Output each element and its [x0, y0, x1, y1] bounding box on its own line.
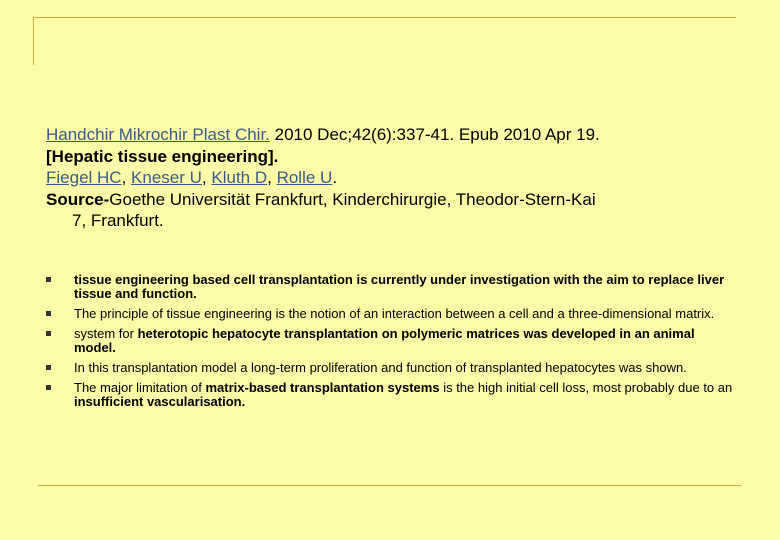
decorative-bottom-line — [38, 485, 741, 486]
list-item: The major limitation of matrix-based transplantation systems is the high initial cell loss, most probably due to an insufficient vascularisation. — [46, 381, 736, 409]
list-item: The principle of tissue engineering is the notion of an interaction between a cell and a three-dimensional matrix. — [46, 307, 736, 321]
author-link[interactable]: Kneser U — [131, 168, 202, 187]
journal-link[interactable]: Handchir Mikrochir Plast Chir. — [46, 125, 270, 144]
square-bullet-icon — [46, 311, 51, 316]
article-title: [Hepatic tissue engineering]. — [46, 146, 279, 166]
authors-line: Fiegel HC, Kneser U, Kluth D, Rolle U. — [46, 168, 338, 187]
square-bullet-icon — [46, 277, 51, 282]
author-link[interactable]: Fiegel HC — [46, 168, 122, 187]
source-text: Goethe Universität Frankfurt, Kinderchirurgie, Theodor-Stern-Kai — [109, 189, 596, 209]
decorative-left-line — [33, 17, 34, 65]
summary-bullet-list — [46, 273, 736, 415]
citation-journal-line — [46, 124, 746, 146]
source-line — [46, 189, 746, 211]
list-item: In this transplantation model a long-term proliferation and function of transplanted hepatocytes was shown. — [46, 361, 736, 375]
author-link[interactable]: Kluth D — [211, 168, 268, 187]
citation-block — [46, 124, 746, 232]
source-label: Source- — [46, 189, 110, 209]
square-bullet-icon — [46, 365, 51, 370]
decorative-top-line — [33, 17, 736, 18]
publication-info: 2010 Dec;42(6):337-41. Epub 2010 Apr 19. — [269, 125, 600, 144]
square-bullet-icon — [46, 385, 51, 390]
author-link[interactable]: Rolle U — [276, 168, 333, 187]
list-item: system for heterotopic hepatocyte transplantation on polymeric matrices was developed in an animal model. — [46, 327, 736, 355]
list-item: tissue engineering based cell transplantation is currently under investigation with the aim to replace liver tissue and function. — [46, 273, 736, 301]
square-bullet-icon — [46, 331, 51, 336]
source-text-continued: 7, Frankfurt. — [72, 211, 164, 230]
